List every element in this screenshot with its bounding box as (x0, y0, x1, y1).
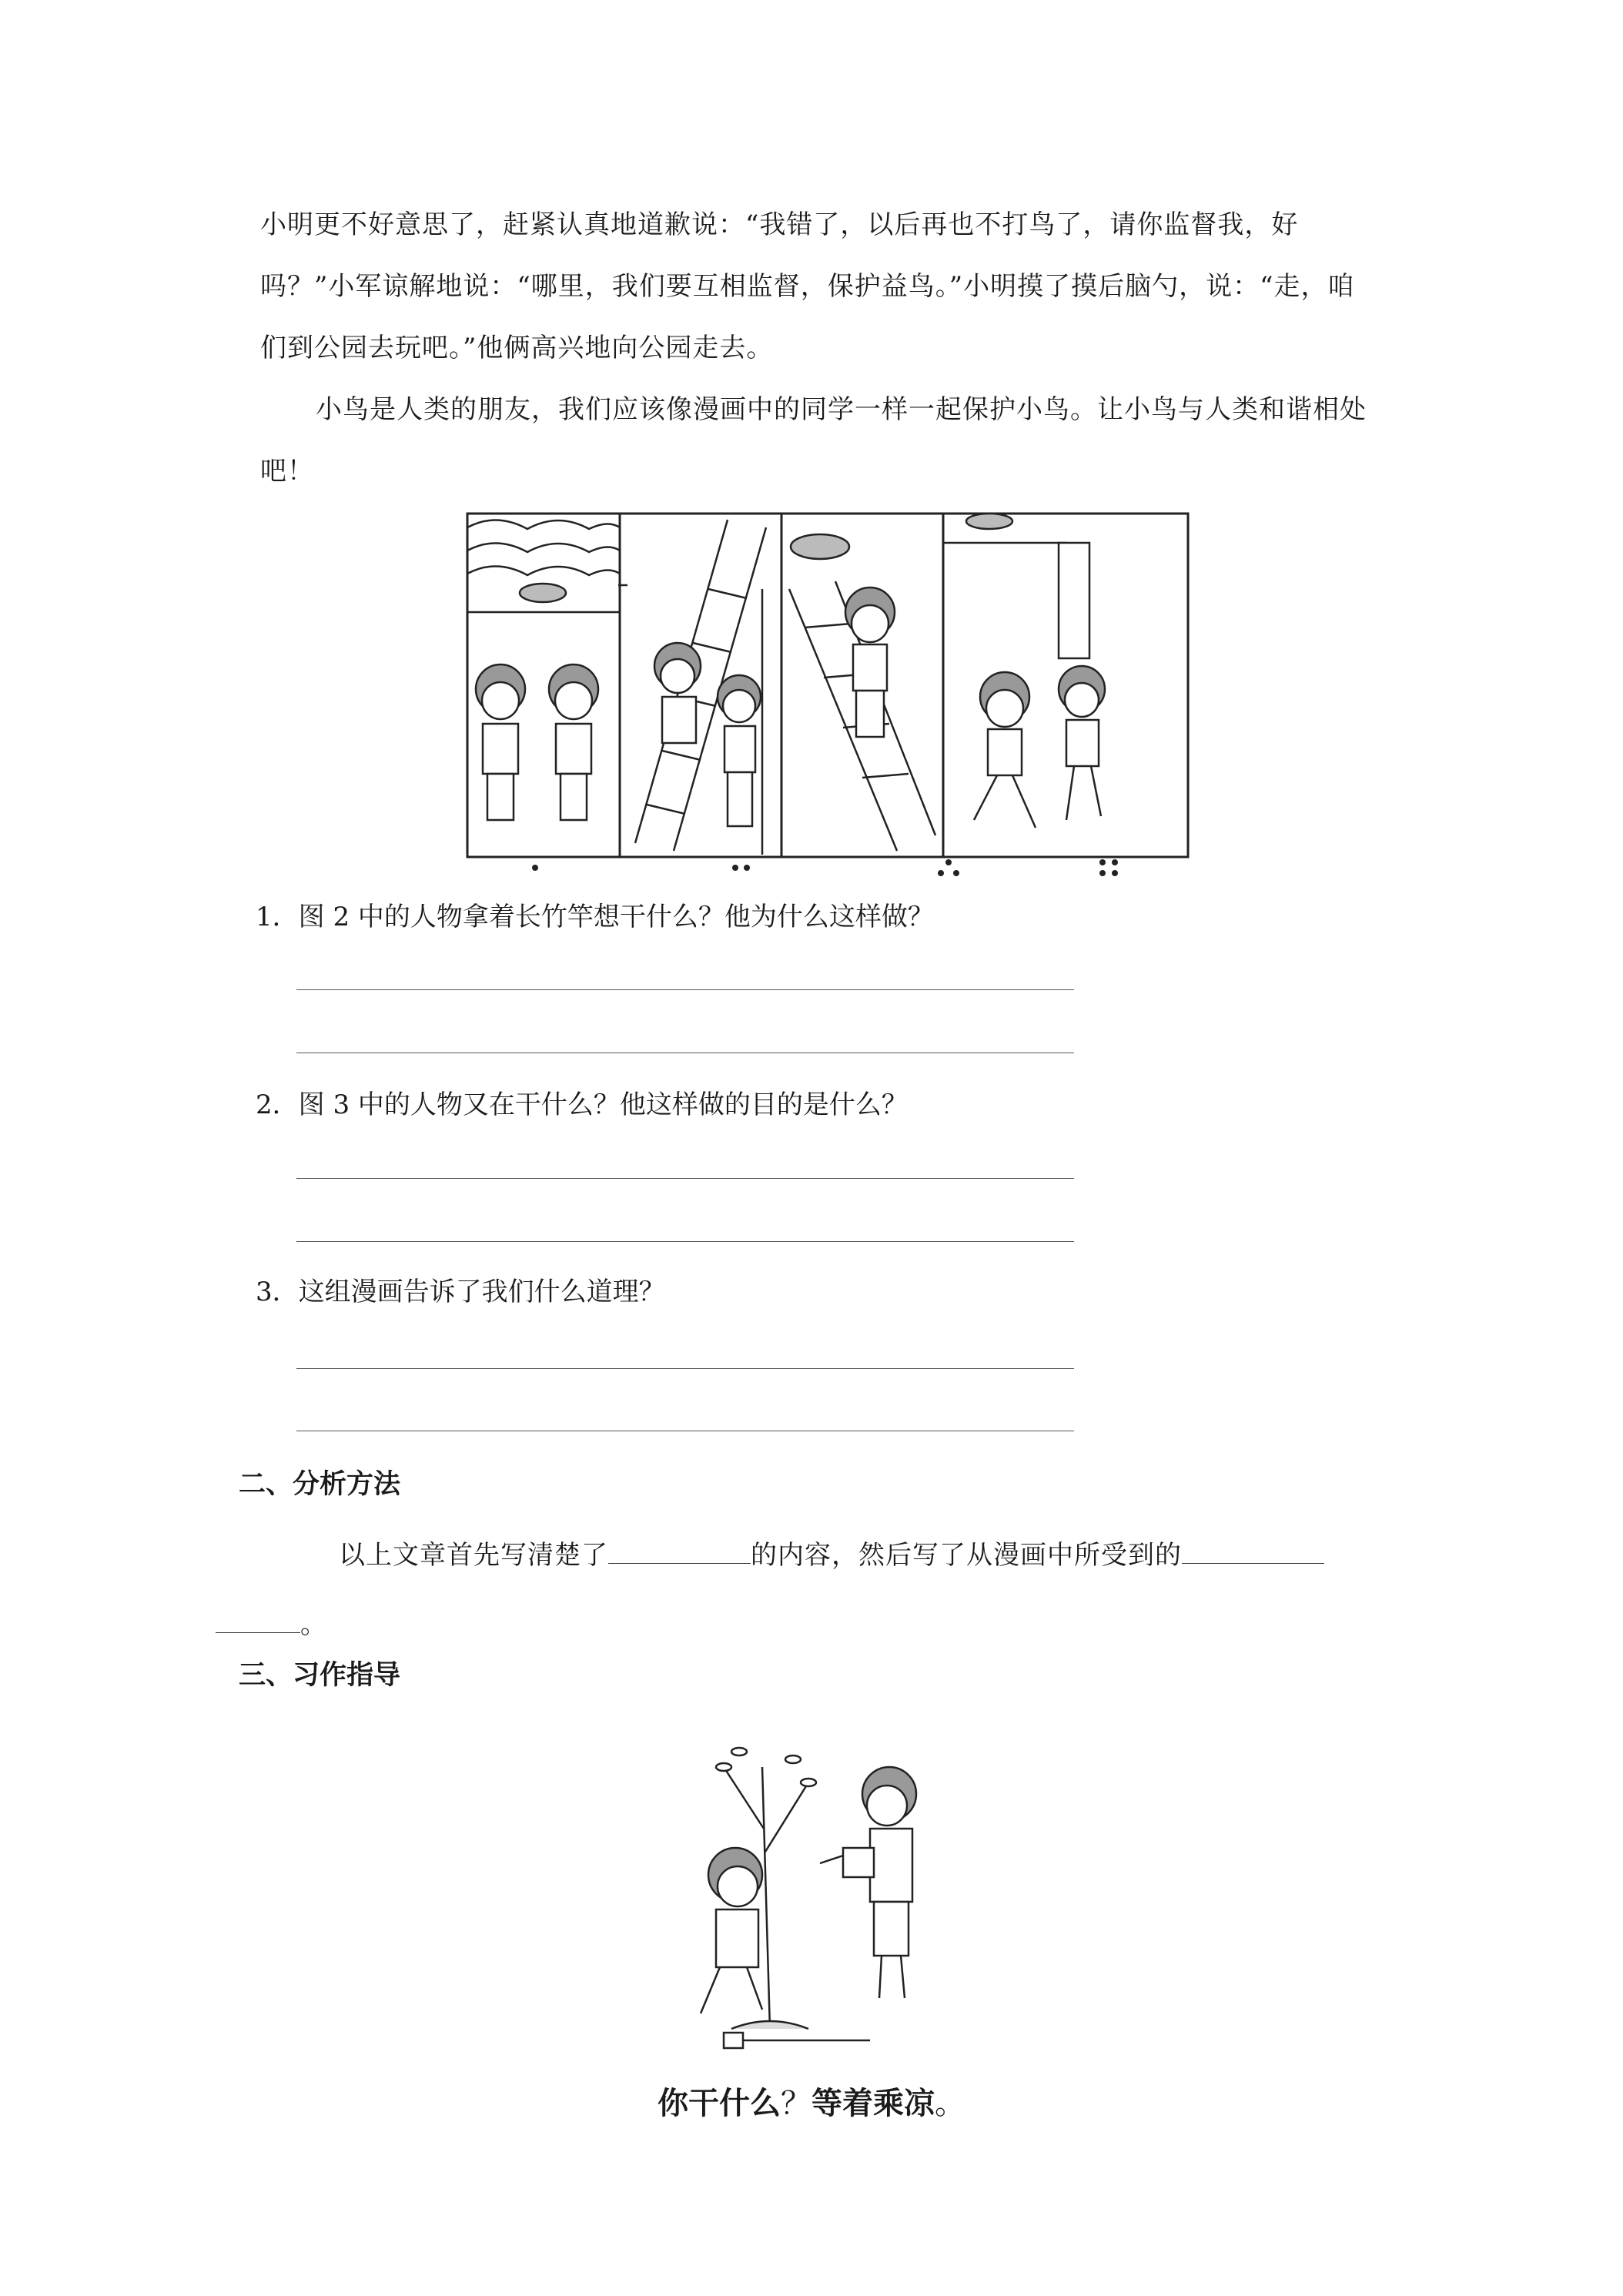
panel-marker-4 (1093, 856, 1139, 879)
illustration-caption (0, 2079, 1623, 2123)
panel-marker-2 (724, 856, 770, 879)
answer-line[interactable] (296, 1368, 1074, 1369)
question-2: 2．图 3 中的人物又在干什么？他这样做的目的是什么？ (256, 1089, 908, 1120)
section-2-text-c: 。 (300, 1609, 327, 1640)
question-1: 1．图 2 中的人物拿着长竹竿想干什么？他为什么这样做？ (256, 902, 934, 932)
fill-blank-2[interactable] (1182, 1537, 1324, 1564)
caption-question: 你干什么 (658, 2086, 781, 2121)
section-2-text-a: 以上文章首先写清楚了 (339, 1540, 608, 1571)
answer-line[interactable] (296, 989, 1074, 990)
passage-paragraph-2: 小鸟是人类的朋友，我们应该像漫画中的同学一样一起保护小鸟。让小鸟与人类和谐相处吧！ (260, 394, 1367, 487)
comic-panel-3 (789, 534, 935, 851)
caption-punct-1: ？ (781, 2086, 812, 2121)
fill-blank-1[interactable] (608, 1537, 751, 1564)
writing-prompt-illustration (678, 1736, 970, 2060)
panel-marker-1 (520, 856, 566, 879)
section-2-title: 二、分析方法 (239, 1469, 401, 1500)
caption-answer: 等着乘凉 (812, 2086, 935, 2121)
comic-panel-2 (618, 520, 766, 855)
section-2-text (277, 1521, 1363, 1659)
section-3-title: 三、习作指导 (239, 1660, 401, 1691)
comic-panel-1 (467, 520, 620, 820)
question-3: 3．这组漫画告诉了我们什么道理？ (256, 1277, 665, 1307)
panel-marker-3 (932, 856, 978, 879)
comic-strip (466, 512, 1190, 858)
answer-line[interactable] (296, 1241, 1074, 1242)
passage-paragraph-1: 小明更不好意思了，赶紧认真地道歉说：“我错了，以后再也不打鸟了，请你监督我，好吗？”小军谅解地说：“哪里，我们要互相监督，保护益鸟。”小明摸了摸后脑勺，说：“走，咱们到公园去玩吧。”他俩高兴地向公园走去。 (260, 209, 1355, 363)
answer-line[interactable] (296, 1178, 1074, 1179)
fill-blank-2-continued[interactable] (216, 1606, 300, 1633)
section-2-text-b: 的内容，然后写了从漫画中所受到的 (751, 1540, 1182, 1571)
caption-punct-2: 。 (935, 2086, 965, 2121)
comic-panel-4 (943, 514, 1105, 828)
